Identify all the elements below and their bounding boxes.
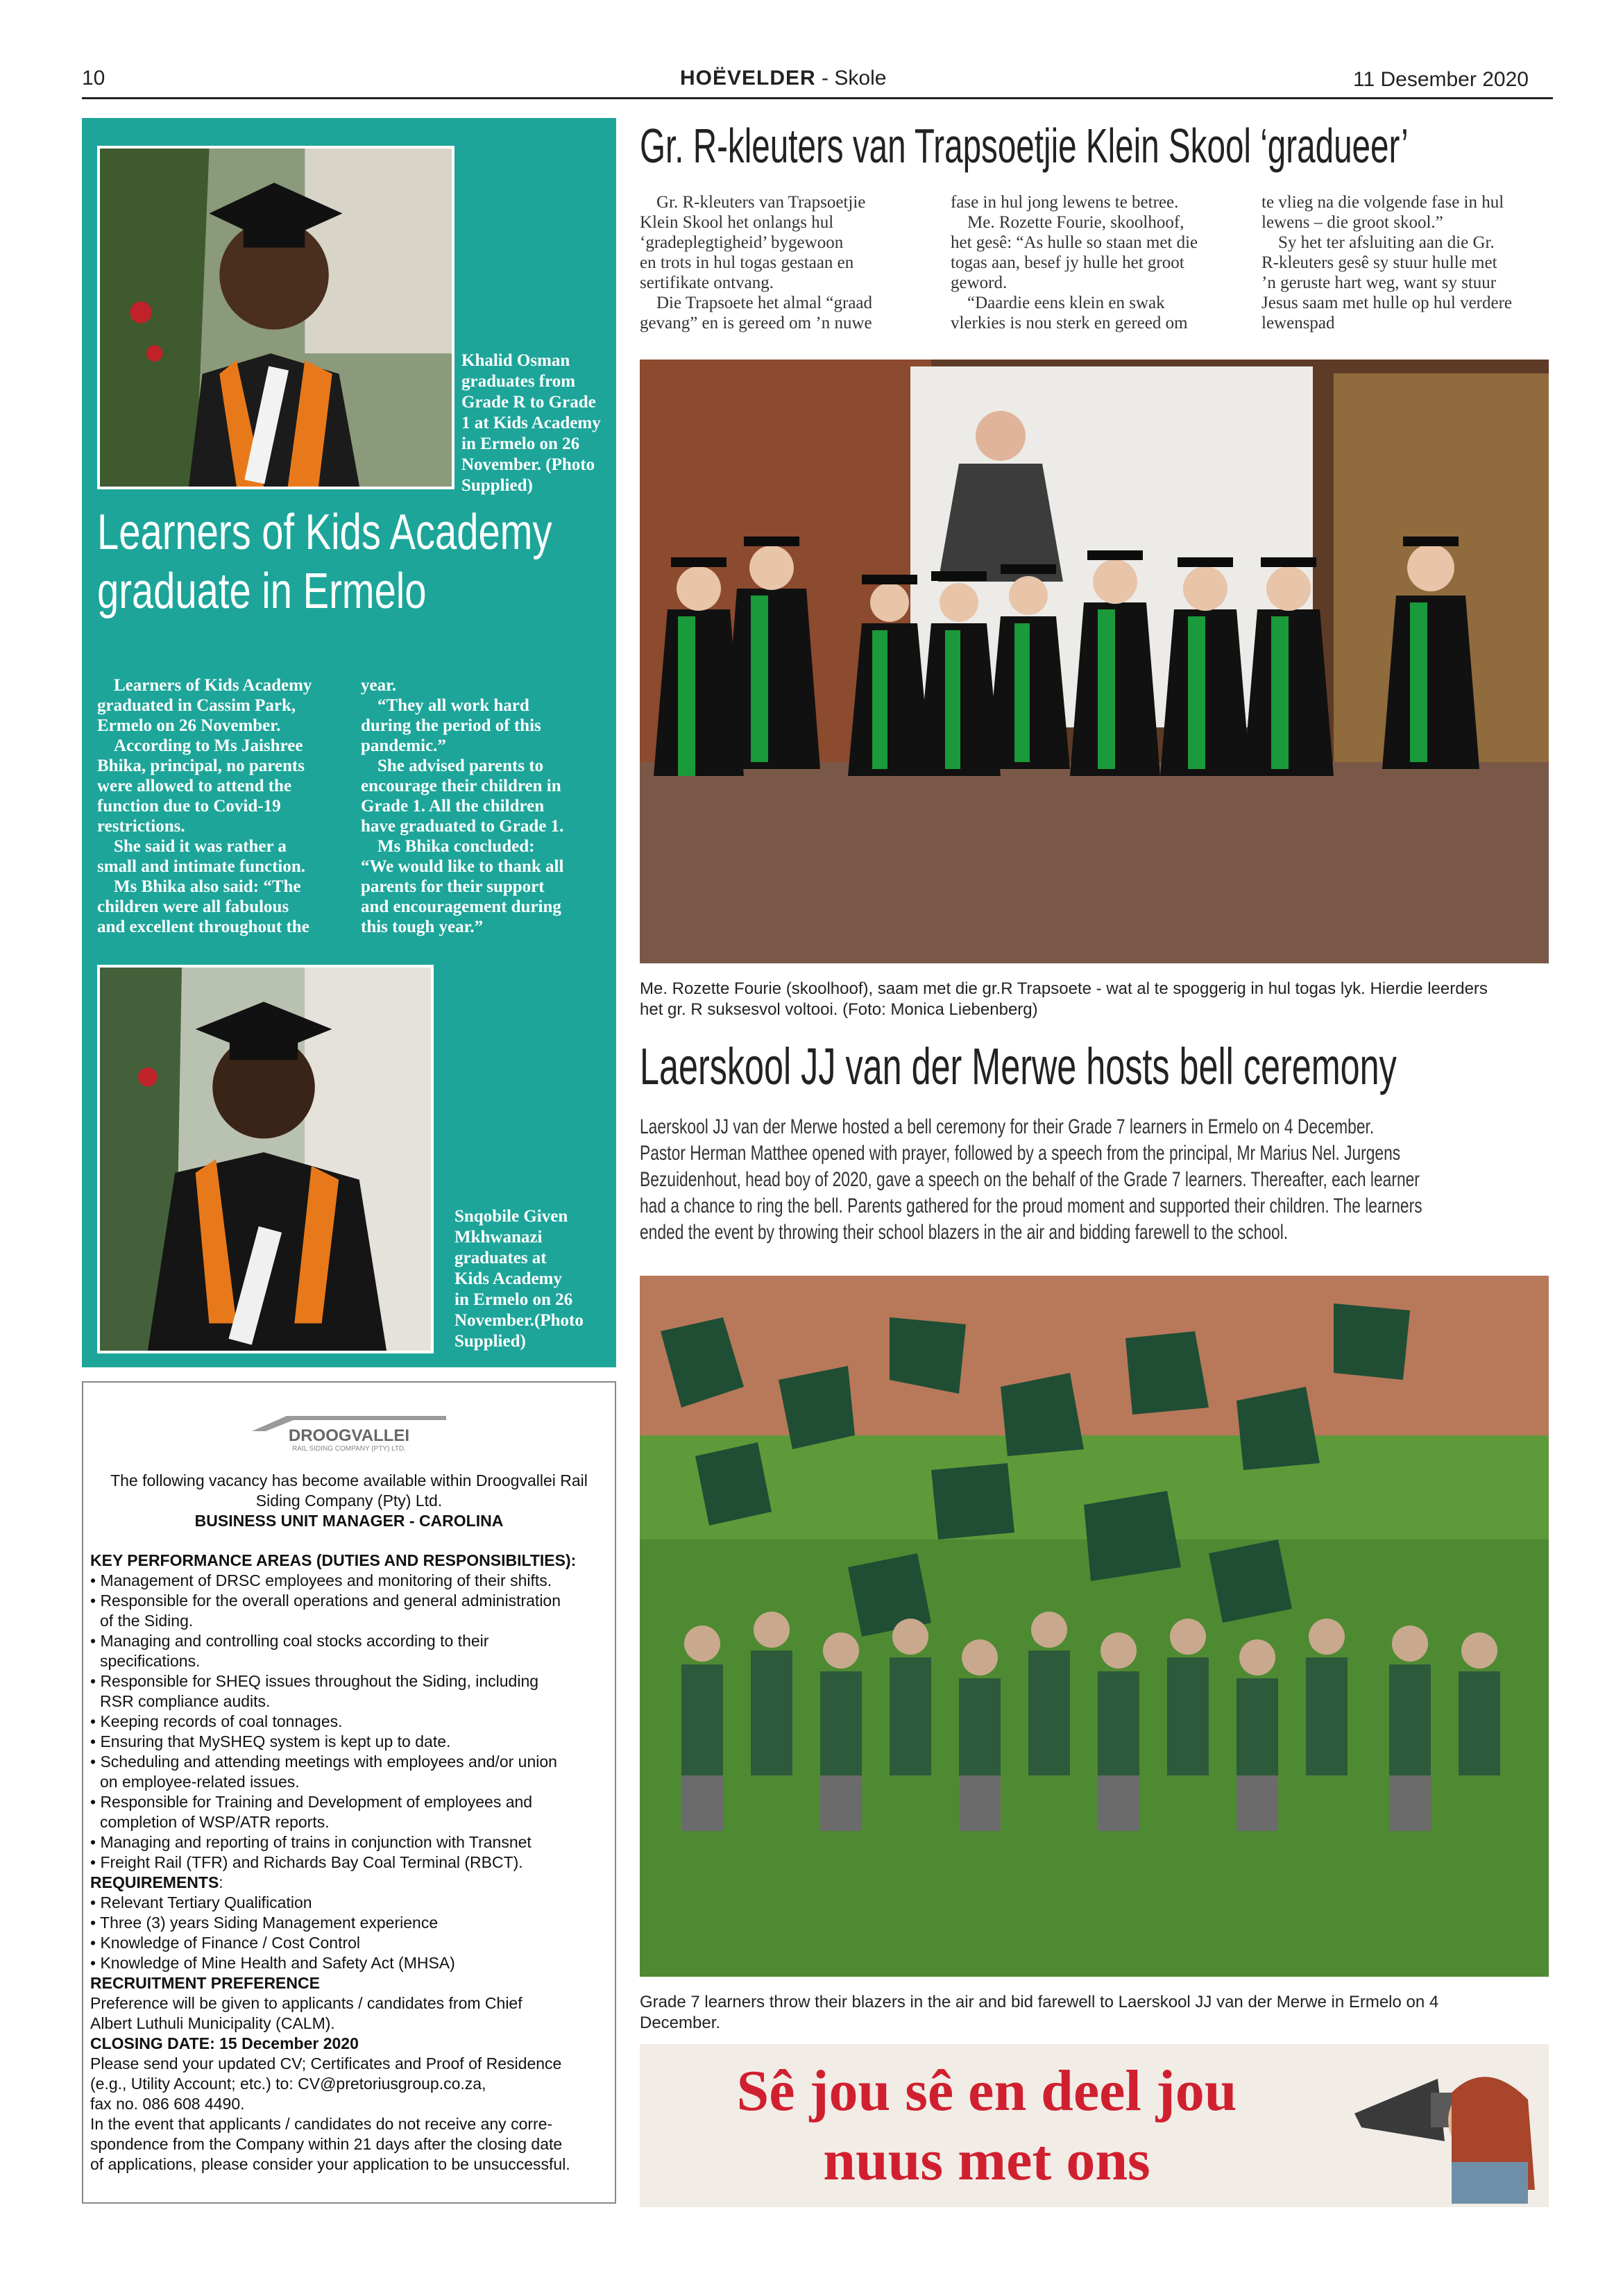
requirement-line: • Knowledge of Finance / Cost Control bbox=[90, 1934, 361, 1952]
text-line: restrictions. bbox=[97, 817, 185, 836]
text-line: year. bbox=[361, 676, 397, 695]
news-banner bbox=[640, 2044, 1549, 2207]
text-line: Gr. R-kleuters van Trapsoetjie bbox=[656, 193, 866, 212]
kpa-line: • Freight Rail (TFR) and Richards Bay Coal Terminal (RBCT). bbox=[90, 1853, 523, 1871]
preference-line: Preference will be given to applicants / candidates from Chief bbox=[90, 1994, 522, 2012]
caption-line: Mkhwanazi bbox=[454, 1228, 543, 1247]
ad-position: BUSINESS UNIT MANAGER - CAROLINA bbox=[194, 1512, 504, 1530]
snqobile-photo bbox=[97, 965, 434, 1353]
trapsoetjie-column-3 bbox=[1261, 192, 1553, 333]
jj-body bbox=[640, 1114, 1549, 1246]
kpa-line: • Responsible for SHEQ issues throughout the Siding, including bbox=[90, 1672, 539, 1690]
caption-line: December. bbox=[640, 2014, 721, 2032]
publication-header bbox=[680, 67, 886, 90]
text-line: Die Trapsoete het almal “graad bbox=[656, 294, 873, 312]
text-line: Sy het ter afsluiting aan die Gr. bbox=[1278, 233, 1495, 252]
preference-line: Albert Luthuli Municipality (CALM). bbox=[90, 2014, 335, 2032]
megaphone-girl-icon bbox=[1348, 2051, 1542, 2204]
ad-intro-1: The following vacancy has become available within Droogvallei Rail bbox=[110, 1471, 588, 1489]
khalid-photo bbox=[97, 146, 454, 489]
kpa-line: completion of WSP/ATR reports. bbox=[100, 1813, 330, 1831]
caption-line: November. (Photo bbox=[461, 455, 595, 474]
logo-subtitle: RAIL SIDING COMPANY (PTY) LTD. bbox=[291, 1445, 407, 1452]
text-line: She said it was rather a bbox=[114, 837, 287, 856]
text-line: Pastor Herman Matthee opened with prayer, followed by a speech from the principal, Mr Marius Nel. Jurgens bbox=[640, 1142, 1401, 1165]
kpa-line: • Managing and controlling coal stocks according to their bbox=[90, 1632, 489, 1650]
caption-line: graduates from bbox=[461, 372, 576, 391]
trapsoetjie-column-2 bbox=[951, 192, 1246, 333]
text-line: ‘gradeplegtigheid’ bygewoon bbox=[640, 233, 844, 252]
text-line: Learners of Kids Academy bbox=[114, 676, 312, 695]
text-line: during the period of this bbox=[361, 716, 541, 735]
banner-line-2: nuus met ons bbox=[823, 2128, 1150, 2193]
text-line: fase in hul jong lewens te betree. bbox=[951, 193, 1179, 212]
blazer-throw-photo bbox=[640, 1276, 1549, 1977]
headline-line-2: graduate in Ermelo bbox=[97, 564, 427, 620]
kids-academy-headline bbox=[97, 505, 617, 619]
text-line: lewens – die groot skool.” bbox=[1261, 213, 1443, 232]
text-line: were allowed to attend the bbox=[97, 777, 292, 795]
caption-line: het gr. R suksesvol voltooi. (Foto: Monica Liebenberg) bbox=[640, 1000, 1038, 1019]
send-line: of applications, please consider your application to be unsuccessful. bbox=[90, 2155, 570, 2173]
text-line: had a chance to ring the bell. Parents gathered for the proud moment and supported their children. The learners bbox=[640, 1195, 1422, 1217]
text-line: She advised parents to bbox=[377, 757, 544, 775]
kpa-line: • Managing and reporting of trains in conjunction with Transnet bbox=[90, 1833, 532, 1851]
caption-line: Supplied) bbox=[454, 1332, 526, 1351]
kpa-line: • Responsible for Training and Development of employees and bbox=[90, 1793, 533, 1811]
droogvallei-vacancy-ad bbox=[82, 1381, 616, 2204]
kpa-line: • Management of DRSC employees and monitoring of their shifts. bbox=[90, 1571, 552, 1589]
kpa-line: • Scheduling and attending meetings with employees and/or union bbox=[90, 1753, 557, 1771]
text-line: “They all work hard bbox=[377, 696, 529, 715]
text-line: According to Ms Jaishree bbox=[114, 736, 303, 755]
text-line: small and intimate function. bbox=[97, 857, 306, 876]
text-line: and encouragement during bbox=[361, 897, 561, 916]
text-line: Bhika, principal, no parents bbox=[97, 757, 305, 775]
text-line: function due to Covid-19 bbox=[97, 797, 281, 816]
caption-line: November.(Photo bbox=[454, 1311, 584, 1330]
text-line: encourage their children in bbox=[361, 777, 561, 795]
issue-date: 11 Desember 2020 bbox=[1353, 68, 1529, 91]
caption-line: Kids Academy bbox=[454, 1269, 562, 1288]
trapsoete-group-photo bbox=[640, 360, 1549, 963]
caption-line: Snqobile Given bbox=[454, 1207, 568, 1226]
publication-name: HOËVELDER bbox=[680, 67, 816, 90]
text-line: ’n geruste hart weg, want sy stuur bbox=[1261, 273, 1497, 292]
requirements-heading-text: REQUIREMENTS bbox=[90, 1873, 219, 1891]
caption-line: Grade R to Grade bbox=[461, 393, 596, 412]
text-line: te vlieg na die volgende fase in hul bbox=[1261, 193, 1504, 212]
text-line: this tough year.” bbox=[361, 918, 484, 936]
ad-closing-date: CLOSING DATE: 15 December 2020 bbox=[90, 2034, 359, 2052]
text-line: gevang” en is gereed om ’n nuwe bbox=[640, 314, 872, 332]
text-line: Grade 1. All the children bbox=[361, 797, 545, 816]
text-line: togas aan, besef jy hulle het groot bbox=[951, 253, 1184, 272]
text-line: sertifikate ontvang. bbox=[640, 273, 774, 292]
ad-kpa-heading: KEY PERFORMANCE AREAS (DUTIES AND RESPONSIBILTIES): bbox=[90, 1551, 577, 1569]
send-line: (e.g., Utility Account; etc.) to: CV@pretoriusgroup.co.za, bbox=[90, 2075, 486, 2093]
text-line: Ms Bhika concluded: bbox=[377, 837, 535, 856]
text-line: Bezuidenhout, head boy of 2020, gave a speech on the behalf of the Grade 7 learners. Thereafter, each learner bbox=[640, 1168, 1420, 1191]
text-line: pandemic.” bbox=[361, 736, 446, 755]
text-line: Me. Rozette Fourie, skoolhoof, bbox=[967, 213, 1184, 232]
header-rule bbox=[82, 97, 1553, 99]
kpa-line: • Responsible for the overall operations and general administration bbox=[90, 1592, 561, 1610]
text-line: Jesus saam met hulle op hul verdere bbox=[1261, 294, 1513, 312]
text-line: Ermelo on 26 November. bbox=[97, 716, 281, 735]
kpa-line: • Keeping records of coal tonnages. bbox=[90, 1712, 343, 1730]
kpa-line: specifications. bbox=[100, 1652, 201, 1670]
logo-name: DROOGVALLEI bbox=[288, 1426, 410, 1445]
text-line: R-kleuters gesê sy stuur hulle met bbox=[1261, 253, 1497, 272]
text-line: children were all fabulous bbox=[97, 897, 289, 916]
text-line: parents for their support bbox=[361, 877, 545, 896]
text-line: “Daardie eens klein en swak bbox=[967, 294, 1165, 312]
text-line: geword. bbox=[951, 273, 1008, 292]
caption-line: 1 at Kids Academy bbox=[461, 414, 601, 432]
jj-headline: Laerskool JJ van der Merwe hosts bell ceremony bbox=[640, 1038, 1397, 1095]
kids-academy-column-2 bbox=[361, 675, 611, 937]
kids-academy-column-1 bbox=[97, 675, 347, 937]
section-name: - Skole bbox=[822, 67, 887, 90]
text-line: lewenspad bbox=[1261, 314, 1335, 332]
caption-line: in Ermelo on 26 bbox=[461, 434, 580, 453]
send-line: Please send your updated CV; Certificates and Proof of Residence bbox=[90, 2054, 562, 2073]
send-line: spondence from the Company within 21 days after the closing date bbox=[90, 2135, 563, 2153]
kpa-line: of the Siding. bbox=[100, 1612, 194, 1630]
text-line: vlerkies is nou sterk en gereed om bbox=[951, 314, 1188, 332]
text-line: ended the event by throwing their school blazers in the air and bidding farewell to the school. bbox=[640, 1221, 1289, 1244]
ad-intro-2: Siding Company (Pty) Ltd. bbox=[255, 1492, 443, 1510]
droogvallei-logo bbox=[90, 1410, 608, 1457]
trapsoete-photo-caption bbox=[640, 979, 1549, 1020]
text-line: het gesê: “As hulle so staan met die bbox=[951, 233, 1198, 252]
kpa-line: on employee-related issues. bbox=[100, 1773, 300, 1791]
kpa-line: • Ensuring that MySHEQ system is kept up to date. bbox=[90, 1732, 451, 1750]
trapsoetjie-headline: Gr. R-kleuters van Trapsoetjie Klein Skool ‘gradueer’ bbox=[640, 119, 1409, 173]
headline-line-1: Learners of Kids Academy bbox=[97, 505, 552, 560]
text-line: graduated in Cassim Park, bbox=[97, 696, 296, 715]
caption-line: Grade 7 learners throw their blazers in the air and bid farewell to Laerskool JJ van der Merwe in Ermelo on 4 bbox=[640, 1993, 1439, 2011]
send-line: fax no. 086 608 4490. bbox=[90, 2095, 245, 2113]
requirement-line: • Knowledge of Mine Health and Safety Act (MHSA) bbox=[90, 1954, 455, 1972]
droogvallei-logo-icon bbox=[245, 1410, 453, 1452]
caption-line: Me. Rozette Fourie (skoolhoof), saam met die gr.R Trapsoete - wat al te spoggerig in hul togas lyk. Hierdie leerders bbox=[640, 979, 1488, 998]
text-line: en trots in hul togas gestaan en bbox=[640, 253, 854, 272]
ad-requirements-heading: REQUIREMENTS: bbox=[90, 1873, 223, 1891]
caption-line: Khalid Osman bbox=[461, 351, 570, 370]
text-line: Laerskool JJ van der Merwe hosted a bell ceremony for their Grade 7 learners in Ermelo on 4 December. bbox=[640, 1115, 1375, 1138]
caption-line: in Ermelo on 26 bbox=[454, 1290, 573, 1309]
page-number: 10 bbox=[82, 67, 105, 90]
text-line: “We would like to thank all bbox=[361, 857, 564, 876]
text-line: Ms Bhika also said: “The bbox=[114, 877, 301, 896]
requirement-line: • Three (3) years Siding Management experience bbox=[90, 1914, 439, 1932]
text-line: and excellent throughout the bbox=[97, 918, 309, 936]
send-line: In the event that applicants / candidates do not receive any corre- bbox=[90, 2115, 553, 2133]
requirement-line: • Relevant Tertiary Qualification bbox=[90, 1893, 312, 1911]
khalid-caption bbox=[461, 351, 614, 496]
text-line: have graduated to Grade 1. bbox=[361, 817, 564, 836]
snqobile-caption bbox=[454, 1206, 607, 1352]
trapsoetjie-column-1 bbox=[640, 192, 935, 333]
banner-line-1: Sê jou sê en deel jou bbox=[736, 2059, 1237, 2123]
caption-line: graduates at bbox=[454, 1249, 547, 1267]
kpa-line: RSR compliance audits. bbox=[100, 1692, 271, 1710]
ad-preference-heading: RECRUITMENT PREFERENCE bbox=[90, 1974, 320, 1992]
blazer-photo-caption bbox=[640, 1992, 1549, 2034]
caption-line: Supplied) bbox=[461, 476, 533, 495]
text-line: Klein Skool het onlangs hul bbox=[640, 213, 834, 232]
